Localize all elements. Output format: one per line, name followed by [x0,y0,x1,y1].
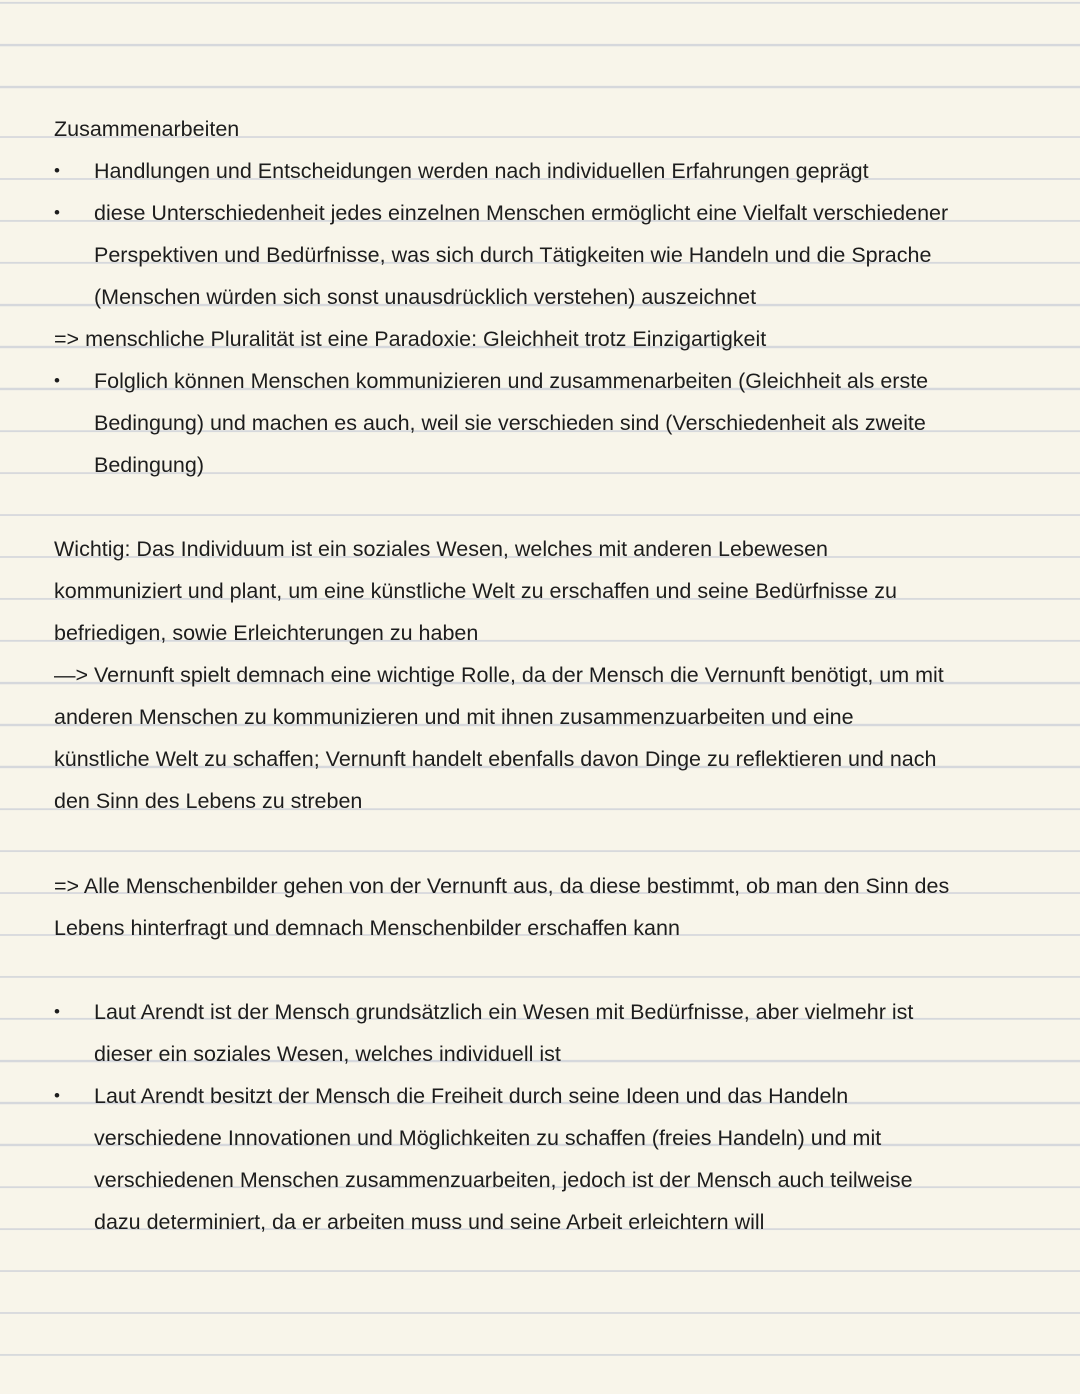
bullet-text-continuation: Perspektiven und Bedürfnisse, was sich durch Tätigkeiten wie Handeln und die Sprache [94,243,932,267]
bullet-text-continuation: dieser ein soziales Wesen, welches individuell ist [94,1042,561,1066]
paragraph-line: den Sinn des Lebens zu streben [54,789,363,813]
paragraph-line: kommuniziert und plant, um eine künstliche Welt zu erschaffen und seine Bedürfnisse zu [54,579,897,603]
paragraph-line: anderen Menschen zu kommunizieren und mit ihnen zusammenzuarbeiten und eine [54,705,854,729]
paragraph-line: => Alle Menschenbilder gehen von der Vernunft aus, da diese bestimmt, ob man den Sinn des [54,874,950,898]
bullet-text-continuation: dazu determiniert, da er arbeiten muss und seine Arbeit erleichtern will [94,1210,765,1234]
paragraph-line: —> Vernunft spielt demnach eine wichtige Rolle, da der Mensch die Vernunft benötigt, um mit [54,663,944,687]
bullet-text: Folglich können Menschen kommunizieren und zusammenarbeiten (Gleichheit als erste [94,369,929,393]
bullet-icon: • [54,161,60,180]
bullet-icon: • [54,1086,60,1105]
conclusion-line: => menschliche Pluralität ist eine Paradoxie: Gleichheit trotz Einzigartigkeit [54,327,767,351]
bullet-text-continuation: Bedingung) [94,453,204,477]
bullet-icon: • [54,371,60,390]
bullet-icon: • [54,203,60,222]
paragraph-line: befriedigen, sowie Erleichterungen zu haben [54,621,479,645]
section-heading: Zusammenarbeiten [54,117,240,141]
bullet-text-continuation: Bedingung) und machen es auch, weil sie verschieden sind (Verschiedenheit als zweite [94,411,926,435]
paragraph-line: Wichtig: Das Individuum ist ein soziales Wesen, welches mit anderen Lebewesen [54,537,828,561]
paragraph-line: künstliche Welt zu schaffen; Vernunft handelt ebenfalls davon Dinge zu reflektieren und nach [54,747,937,771]
bullet-text: Laut Arendt ist der Mensch grundsätzlich ein Wesen mit Bedürfnisse, aber vielmehr ist [94,1000,914,1024]
bullet-text-continuation: verschiedenen Menschen zusammenzuarbeiten, jedoch ist der Mensch auch teilweise [94,1168,913,1192]
paragraph-line: Lebens hinterfragt und demnach Menschenbilder erschaffen kann [54,916,680,940]
bullet-text: Laut Arendt besitzt der Mensch die Freiheit durch seine Ideen und das Handeln [94,1084,849,1108]
bullet-text-continuation: verschiedene Innovationen und Möglichkeiten zu schaffen (freies Handeln) und mit [94,1126,882,1150]
bullet-icon: • [54,1002,60,1021]
bullet-text-continuation: (Menschen würden sich sonst unausdrücklich verstehen) auszeichnet [94,285,757,309]
bullet-text: diese Unterschiedenheit jedes einzelnen Menschen ermöglicht eine Vielfalt verschiedener [94,201,949,225]
bullet-text: Handlungen und Entscheidungen werden nach individuellen Erfahrungen geprägt [94,159,869,183]
